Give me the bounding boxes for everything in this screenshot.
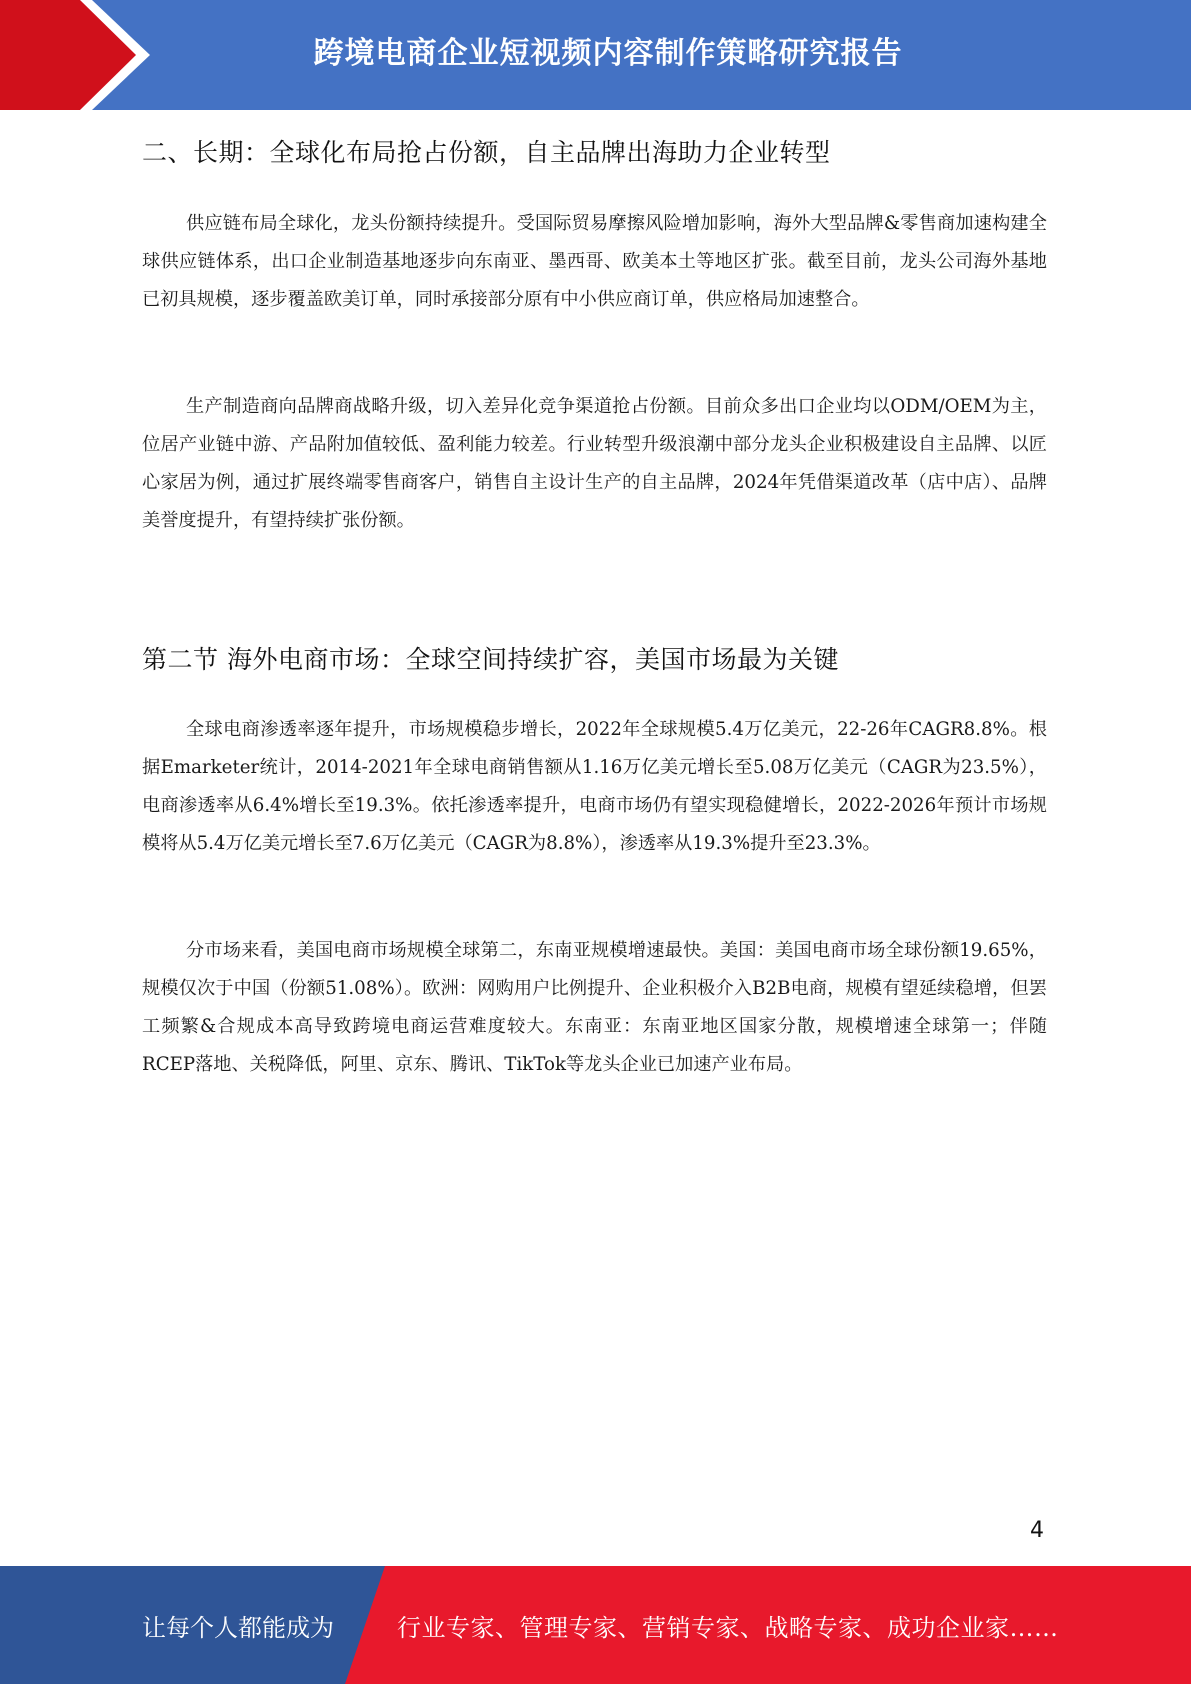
section-heading-long-term: 二、长期：全球化布局抢占份额，自主品牌出海助力企业转型 xyxy=(142,138,831,167)
report-title: 跨境电商企业短视频内容制作策略研究报告 xyxy=(313,36,903,71)
page-footer xyxy=(0,1566,1191,1684)
section-heading-overseas-market: 第二节 海外电商市场：全球空间持续扩容，美国市场最为关键 xyxy=(142,645,839,674)
paragraph-brand-upgrade: 生产制造商向品牌商战略升级，切入差异化竞争渠道抢占份额。目前众多出口企业均以ODM/OEM为主，位居产业链中游、产品附加值较低、盈利能力较差。行业转型升级浪潮中部分龙头企业积极建设自主品牌、以匠心家居为例，通过扩展终端零售商客户，销售自主设计生产的自主品牌，2024年凭借渠道改革（店中店）、品牌美誉度提升，有望持续扩张份额。 xyxy=(142,396,1047,531)
page-header xyxy=(0,0,1191,110)
paragraph-global-ecommerce: 全球电商渗透率逐年提升，市场规模稳步增长，2022年全球规模5.4万亿美元，22-26年CAGR8.8%。根据Emarketer统计，2014-2021年全球电商销售额从1.16万亿美元增长至5.08万亿美元（CAGR为23.5%），电商渗透率从6.4%增长至19.3%。依托渗透率提升，电商市场仍有望实现稳健增长，2022-2026年预计市场规模将从5.4万亿美元增长至7.6万亿美元（CAGR为8.8%），渗透率从19.3%提升至23.3%。 xyxy=(142,719,1047,854)
paragraph-supply-chain: 供应链布局全球化，龙头份额持续提升。受国际贸易摩擦风险增加影响，海外大型品牌&零售商加速构建全球供应链体系，出口企业制造基地逐步向东南亚、墨西哥、欧美本土等地区扩张。截至目前，龙头公司海外基地已初具规模，逐步覆盖欧美订单，同时承接部分原有中小供应商订单，供应格局加速整合。 xyxy=(142,213,1047,310)
paragraph-regional-markets: 分市场来看，美国电商市场规模全球第二，东南亚规模增速最快。美国：美国电商市场全球份额19.65%，规模仅次于中国（份额51.08%）。欧洲：网购用户比例提升、企业积极介入B2B电商，规模有望延续稳增，但罢工频繁&合规成本高导致跨境电商运营难度较大。东南亚：东南亚地区国家分散，规模增速全球第一；伴随RCEP落地、关税降低，阿里、京东、腾讯、TikTok等龙头企业已加速产业布局。 xyxy=(142,940,1047,1075)
footer-slogan-left: 让每个人都能成为 xyxy=(142,1613,334,1642)
page-number: 4 xyxy=(1030,1518,1044,1543)
footer-slogan-right: 行业专家、管理专家、营销专家、战略专家、成功企业家…… xyxy=(397,1613,1059,1642)
